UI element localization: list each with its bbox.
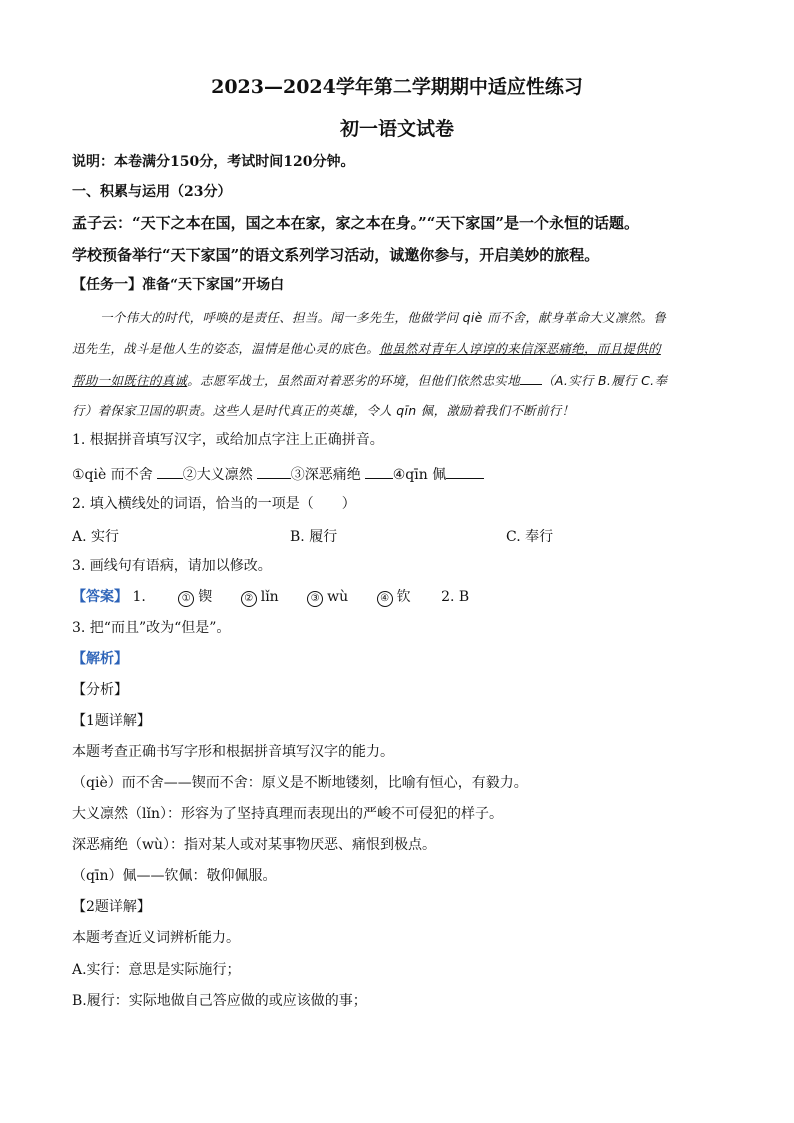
passage-text: 迅先生，战斗是他人生的姿态，温情是他心灵的底色。 (72, 341, 380, 356)
answer-item-2 (241, 589, 279, 605)
question-3: 3. 画线句有语病，请加以修改。 (72, 558, 272, 574)
page-title: 2023—2024学年第二学期期中适应性练习 (211, 76, 583, 98)
item-a: ①qiè 而不舍 (72, 467, 153, 483)
detail-1-line-2: （qiè）而不舍——锲而不舍：原义是不断地镂刻，比喻有恒心，有毅力。 (72, 775, 528, 791)
answer-line (72, 587, 469, 607)
item-c: ③深恶痛绝 (290, 467, 361, 483)
detail-1-line-4: 深恶痛绝（wù）：指对某人或对某事物厌恶、痛恨到极点。 (72, 837, 436, 853)
answer-value: wù (327, 589, 349, 605)
question-2: 2. 填入横线处的词语，恰当的一项是（ ） (72, 496, 356, 512)
detail-1-line-1: 本题考查正确书写字形和根据拼音填写汉字的能力。 (72, 744, 394, 760)
passage-line-4: 行）着保家卫国的职责。这些人是时代真正的英雄，令人 qīn 佩，激励着我们不断前行！ (72, 403, 575, 418)
detail-2-heading: 【2题详解】 (72, 899, 151, 915)
circle-number: ④ (377, 591, 393, 607)
intro-line-1: 孟子云：“天下之本在国，国之本在家，家之本在身。”“天下家国”是一个永恒的话题。 (72, 214, 640, 232)
option-c: C. 奉行 (506, 529, 554, 545)
blank-c[interactable] (365, 464, 393, 479)
analysis-label: 【解析】 (72, 651, 128, 667)
passage-line-2 (72, 339, 661, 359)
option-a: A. 实行 (72, 529, 120, 545)
answer-3: 3. 把“而且”改为“但是”。 (72, 620, 231, 636)
circle-number: ① (178, 591, 194, 607)
circle-number: ② (241, 591, 257, 607)
answer-q2: 2. B (441, 589, 470, 605)
analysis-heading: 【分析】 (72, 682, 128, 698)
answer-label: 【答案】 (72, 589, 128, 605)
detail-1-line-5: （qīn）佩——钦佩：敬仰佩服。 (72, 868, 277, 884)
blank-a[interactable] (157, 464, 183, 479)
answer-item-1 (178, 589, 212, 605)
detail-1-line-3: 大义凛然（lǐn）：形容为了坚持真理而表现出的严峻不可侵犯的样子。 (72, 806, 503, 822)
answer-item-4 (377, 589, 411, 605)
blank-line[interactable] (520, 370, 542, 385)
answer-value: 锲 (198, 589, 213, 605)
detail-1-heading: 【1题详解】 (72, 713, 151, 729)
task-heading: 【任务一】准备“天下家国”开场白 (72, 277, 285, 293)
blank-b[interactable] (257, 464, 291, 479)
underlined-sentence: 他虽然对青年人谆谆的来信深恶痛绝，而且提供的 (379, 341, 661, 356)
passage-text: 。志愿军战士，虽然面对着恶劣的环境，但他们依然忠实地 (187, 373, 521, 388)
question-1: 1. 根据拼音填写汉字，或给加点字注上正确拼音。 (72, 432, 384, 448)
option-b: B. 履行 (290, 529, 338, 545)
underlined-sentence: 帮助一如既往的真诚 (72, 373, 188, 388)
detail-2-line-1: 本题考查近义词辨析能力。 (72, 930, 240, 946)
passage-line-1: 一个伟大的时代，呼唤的是责任、担当。闻一多先生，他做学问 qiè 而不舍，献身革命大义凛然。鲁 (100, 310, 667, 325)
answer-value: lǐn (260, 589, 279, 605)
passage-line-3 (72, 370, 667, 391)
section-heading: 一、积累与运用（23分） (72, 184, 232, 200)
circle-number: ③ (307, 591, 323, 607)
answer-num: 1. (132, 589, 146, 605)
detail-2-line-3: B.履行：实际地做自己答应做的或应该做的事； (72, 993, 367, 1009)
item-b: ②大义凛然 (182, 467, 253, 483)
detail-2-line-2: A.实行：意思是实际施行； (72, 962, 241, 978)
passage-text: （A.实行 B.履行 C.奉 (542, 373, 668, 388)
item-d: ④qīn 佩 (392, 467, 447, 483)
question-1-items (72, 464, 484, 485)
instructions: 说明：本卷满分150分，考试时间120分钟。 (72, 154, 355, 170)
answer-value: 钦 (396, 589, 411, 605)
blank-d[interactable] (446, 464, 484, 479)
answer-item-3 (307, 589, 348, 605)
intro-line-2: 学校预备举行“天下家国”的语文系列学习活动，诚邀你参与，开启美妙的旅程。 (72, 246, 600, 264)
page-subtitle: 初一语文试卷 (339, 118, 454, 140)
